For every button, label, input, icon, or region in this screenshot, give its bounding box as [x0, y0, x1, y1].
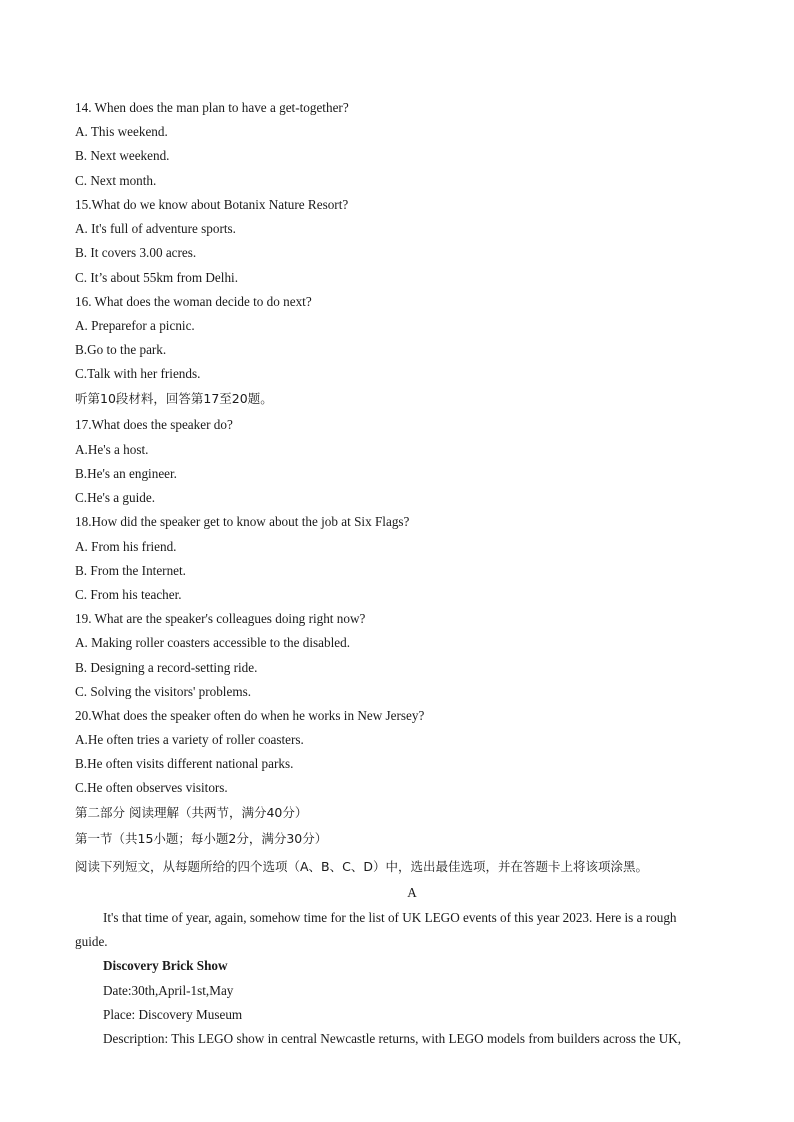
- option-16a: A. Preparefor a picnic.: [75, 318, 195, 333]
- question-18: 18.How did the speaker get to know about the job at Six Flags?: [75, 514, 410, 529]
- question-20: 20.What does the speaker often do when he works in New Jersey?: [75, 708, 425, 723]
- option-18b: B. From the Internet.: [75, 563, 186, 578]
- question-15: 15.What do we know about Botanix Nature Resort?: [75, 197, 349, 212]
- question-19: 19. What are the speaker's colleagues doing right now?: [75, 611, 366, 626]
- option-17c: C.He's a guide.: [75, 490, 156, 505]
- option-17b: B.He's an engineer.: [75, 466, 177, 481]
- question-16: 16. What does the woman decide to do next?: [75, 294, 312, 309]
- question-17: 17.What does the speaker do?: [75, 417, 233, 432]
- option-15c: C. It’s about 55km from Delhi.: [75, 270, 238, 285]
- passage-intro-line1: It's that time of year, again, somehow time for the list of UK LEGO events of this year 2023. Here is a rough: [103, 910, 677, 925]
- option-14a: A. This weekend.: [75, 124, 168, 139]
- option-15a: A. It's full of adventure sports.: [75, 221, 236, 236]
- option-16b: B.Go to the park.: [75, 342, 167, 357]
- section1-heading: 第一节（共15小题；每小题2分，满分30分）: [75, 831, 328, 846]
- event-place: Place: Discovery Museum: [103, 1007, 243, 1022]
- passage-intro-line2: guide.: [75, 934, 108, 949]
- part2-heading: 第二部分 阅读理解（共两节，满分40分）: [75, 805, 308, 820]
- option-16c: C.Talk with her friends.: [75, 366, 201, 381]
- option-20b: B.He often visits different national parks.: [75, 756, 294, 771]
- option-15b: B. It covers 3.00 acres.: [75, 245, 197, 260]
- question-14: 14. When does the man plan to have a get-together?: [75, 100, 349, 115]
- option-18a: A. From his friend.: [75, 539, 177, 554]
- option-19a: A. Making roller coasters accessible to the disabled.: [75, 635, 351, 650]
- option-20c: C.He often observes visitors.: [75, 780, 228, 795]
- option-20a: A.He often tries a variety of roller coasters.: [75, 732, 304, 747]
- event-title: Discovery Brick Show: [103, 958, 228, 973]
- option-14b: B. Next weekend.: [75, 148, 170, 163]
- section10-instruction: 听第10段材料，回答第17至20题。: [75, 391, 273, 406]
- option-17a: A.He's a host.: [75, 442, 149, 457]
- option-18c: C. From his teacher.: [75, 587, 182, 602]
- option-19c: C. Solving the visitors' problems.: [75, 684, 252, 699]
- reading-instruction: 阅读下列短文，从每题所给的四个选项（A、B、C、D）中，选出最佳选项，并在答题卡上将该项涂黑。: [75, 859, 648, 874]
- option-19b: B. Designing a record-setting ride.: [75, 660, 258, 675]
- event-description: Description: This LEGO show in central Newcastle returns, with LEGO models from builders across the UK,: [103, 1031, 682, 1046]
- event-date: Date:30th,April-1st,May: [103, 983, 234, 998]
- option-14c: C. Next month.: [75, 173, 157, 188]
- passage-letter: A: [407, 885, 417, 900]
